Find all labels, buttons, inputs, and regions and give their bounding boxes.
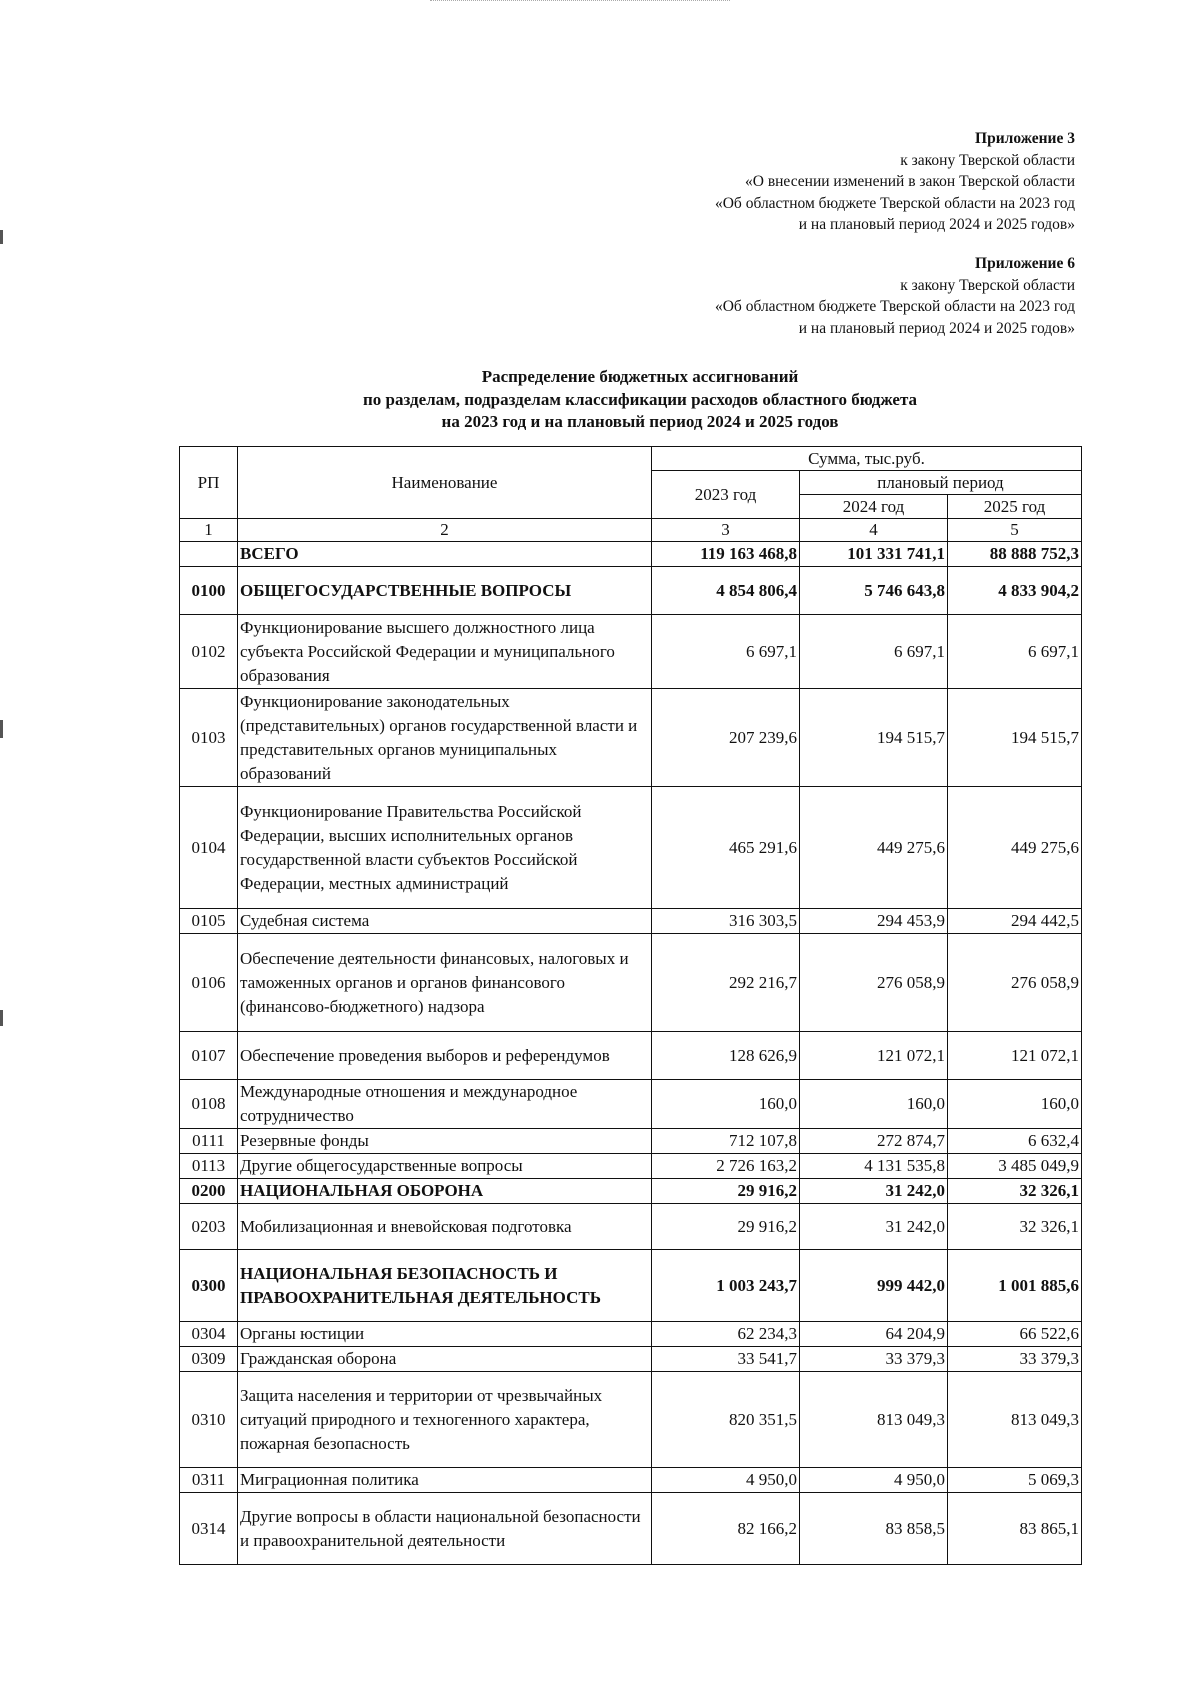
- item-name: Гражданская оборона: [238, 1347, 652, 1372]
- section-code: 0103: [180, 689, 238, 787]
- amount-2023: 119 163 468,8: [652, 542, 800, 567]
- section-code: 0314: [180, 1493, 238, 1565]
- table-row: [180, 934, 1082, 1032]
- amount-2023: 712 107,8: [652, 1129, 800, 1154]
- amount-2024: 4 131 535,8: [800, 1154, 948, 1179]
- amount-2024: 101 331 741,1: [800, 542, 948, 567]
- amount-2025: 5 069,3: [948, 1468, 1082, 1493]
- amount-2025: 4 833 904,2: [948, 567, 1082, 615]
- amount-2023: 207 239,6: [652, 689, 800, 787]
- amount-2024: 83 858,5: [800, 1493, 948, 1565]
- amount-2024: 31 242,0: [800, 1204, 948, 1250]
- amount-2024: 160,0: [800, 1080, 948, 1129]
- amount-2024: 294 453,9: [800, 909, 948, 934]
- amount-2024: 33 379,3: [800, 1347, 948, 1372]
- amount-2024: 31 242,0: [800, 1179, 948, 1204]
- item-name: Функционирование законодательных (представительных) органов государственной власти и представительных органов муниципальных образований: [238, 689, 652, 787]
- section-code: 0111: [180, 1129, 238, 1154]
- item-name: ОБЩЕГОСУДАРСТВЕННЫЕ ВОПРОСЫ: [238, 567, 652, 615]
- table-row: [180, 1322, 1082, 1347]
- item-name: Защита населения и территории от чрезвычайных ситуаций природного и техногенного характера, пожарная безопасность: [238, 1372, 652, 1468]
- item-name: Международные отношения и международное сотрудничество: [238, 1080, 652, 1129]
- section-code: 0106: [180, 934, 238, 1032]
- item-name: НАЦИОНАЛЬНАЯ БЕЗОПАСНОСТЬ И ПРАВООХРАНИТЕЛЬНАЯ ДЕЯТЕЛЬНОСТЬ: [238, 1250, 652, 1322]
- amount-2023: 4 950,0: [652, 1468, 800, 1493]
- column-header-sum: Сумма, тыс.руб.: [652, 447, 1082, 471]
- amount-2023: 1 003 243,7: [652, 1250, 800, 1322]
- document-title-line: на 2023 год и на плановый период 2024 и 2025 годов: [441, 412, 839, 431]
- amount-2023: 29 916,2: [652, 1204, 800, 1250]
- section-code: 0105: [180, 909, 238, 934]
- column-header-rp: РП: [180, 447, 238, 519]
- amount-2025: 32 326,1: [948, 1179, 1082, 1204]
- amount-2025: 3 485 049,9: [948, 1154, 1082, 1179]
- table-row: [180, 1493, 1082, 1565]
- amount-2025: 194 515,7: [948, 689, 1082, 787]
- table-row: [180, 1179, 1082, 1204]
- amount-2024: 276 058,9: [800, 934, 948, 1032]
- table-row: [180, 542, 1082, 567]
- amount-2023: 465 291,6: [652, 787, 800, 909]
- section-code: 0104: [180, 787, 238, 909]
- table-row: [180, 1080, 1082, 1129]
- column-header-2023: 2023 год: [652, 471, 800, 519]
- amount-2025: 83 865,1: [948, 1493, 1082, 1565]
- amount-2025: 449 275,6: [948, 787, 1082, 909]
- scan-margin-mark: [0, 230, 3, 244]
- table-row: [180, 1154, 1082, 1179]
- item-name: Органы юстиции: [238, 1322, 652, 1347]
- amount-2024: 999 442,0: [800, 1250, 948, 1322]
- item-name: Судебная система: [238, 909, 652, 934]
- table-row: [180, 1372, 1082, 1468]
- appendix-6-header: [715, 253, 1075, 339]
- amount-2025: 6 632,4: [948, 1129, 1082, 1154]
- amount-2023: 2 726 163,2: [652, 1154, 800, 1179]
- column-number: 3: [652, 519, 800, 542]
- column-number: 1: [180, 519, 238, 542]
- item-name: Обеспечение проведения выборов и референдумов: [238, 1032, 652, 1080]
- scan-margin-mark: [0, 720, 3, 738]
- table-row: [180, 1032, 1082, 1080]
- amount-2023: 33 541,7: [652, 1347, 800, 1372]
- table-row: [180, 787, 1082, 909]
- budget-table-body: [180, 542, 1082, 1565]
- section-code: 0200: [180, 1179, 238, 1204]
- amount-2025: 813 049,3: [948, 1372, 1082, 1468]
- column-number-row: [180, 519, 1082, 542]
- amount-2024: 121 072,1: [800, 1032, 948, 1080]
- column-header-2024: 2024 год: [800, 495, 948, 519]
- item-name: Другие вопросы в области национальной безопасности и правоохранительной деятельности: [238, 1493, 652, 1565]
- amount-2025: 6 697,1: [948, 615, 1082, 689]
- amount-2025: 66 522,6: [948, 1322, 1082, 1347]
- appendix-3-line: к закону Тверской области: [900, 151, 1075, 169]
- item-name: Обеспечение деятельности финансовых, налоговых и таможенных органов и органов финансового (финансово-бюджетного) надзора: [238, 934, 652, 1032]
- table-row: [180, 1129, 1082, 1154]
- section-code: 0300: [180, 1250, 238, 1322]
- amount-2025: 160,0: [948, 1080, 1082, 1129]
- section-code: 0102: [180, 615, 238, 689]
- amount-2023: 4 854 806,4: [652, 567, 800, 615]
- amount-2025: 121 072,1: [948, 1032, 1082, 1080]
- amount-2025: 32 326,1: [948, 1204, 1082, 1250]
- item-name: ВСЕГО: [238, 542, 652, 567]
- amount-2024: 449 275,6: [800, 787, 948, 909]
- amount-2023: 29 916,2: [652, 1179, 800, 1204]
- table-row: [180, 567, 1082, 615]
- amount-2025: 1 001 885,6: [948, 1250, 1082, 1322]
- document-title-line: по разделам, подразделам классификации расходов областного бюджета: [362, 389, 918, 409]
- amount-2024: 64 204,9: [800, 1322, 948, 1347]
- amount-2023: 82 166,2: [652, 1493, 800, 1565]
- item-name: Другие общегосударственные вопросы: [238, 1154, 652, 1179]
- section-code: [180, 542, 238, 567]
- table-row: [180, 1204, 1082, 1250]
- item-name: Миграционная политика: [238, 1468, 652, 1493]
- table-row: [180, 1468, 1082, 1493]
- document-title: [180, 366, 1100, 434]
- amount-2025: 276 058,9: [948, 934, 1082, 1032]
- amount-2024: 813 049,3: [800, 1372, 948, 1468]
- amount-2023: 160,0: [652, 1080, 800, 1129]
- item-name: НАЦИОНАЛЬНАЯ ОБОРОНА: [238, 1179, 652, 1204]
- amount-2023: 820 351,5: [652, 1372, 800, 1468]
- section-code: 0107: [180, 1032, 238, 1080]
- table-row: [180, 1250, 1082, 1322]
- amount-2023: 62 234,3: [652, 1322, 800, 1347]
- amount-2024: 4 950,0: [800, 1468, 948, 1493]
- column-header-planned-period: плановый период: [800, 471, 1082, 495]
- section-code: 0108: [180, 1080, 238, 1129]
- item-name: Функционирование высшего должностного лица субъекта Российской Федерации и муниципального образования: [238, 615, 652, 689]
- appendix-3-line: и на плановый период 2024 и 2025 годов»: [798, 216, 1075, 233]
- document-title-line: Распределение бюджетных ассигнований: [481, 367, 799, 386]
- amount-2024: 5 746 643,8: [800, 567, 948, 615]
- column-header-2025: 2025 год: [948, 495, 1082, 519]
- section-code: 0203: [180, 1204, 238, 1250]
- amount-2025: 33 379,3: [948, 1347, 1082, 1372]
- table-row: [180, 1347, 1082, 1372]
- table-row: [180, 689, 1082, 787]
- column-number: 2: [238, 519, 652, 542]
- section-code: 0304: [180, 1322, 238, 1347]
- appendix-3-title: Приложение 3: [975, 130, 1075, 147]
- amount-2024: 6 697,1: [800, 615, 948, 689]
- amount-2023: 292 216,7: [652, 934, 800, 1032]
- budget-table: [179, 446, 1082, 1565]
- appendix-3-header: [715, 128, 1075, 236]
- section-code: 0310: [180, 1372, 238, 1468]
- column-header-name: Наименование: [238, 447, 652, 519]
- appendix-3-line: «Об областном бюджете Тверской области на 2023 год: [714, 194, 1075, 212]
- appendix-6-title: Приложение 6: [975, 255, 1075, 272]
- amount-2023: 6 697,1: [652, 615, 800, 689]
- scan-top-edge: [430, 0, 730, 2]
- column-number: 5: [948, 519, 1082, 542]
- amount-2024: 272 874,7: [800, 1129, 948, 1154]
- appendix-3-line: «О внесении изменений в закон Тверской области: [745, 173, 1075, 190]
- column-number: 4: [800, 519, 948, 542]
- section-code: 0311: [180, 1468, 238, 1493]
- item-name: Резервные фонды: [238, 1129, 652, 1154]
- table-row: [180, 909, 1082, 934]
- appendix-6-line: и на плановый период 2024 и 2025 годов»: [798, 319, 1075, 337]
- item-name: Мобилизационная и вневойсковая подготовка: [238, 1204, 652, 1250]
- section-code: 0113: [180, 1154, 238, 1179]
- appendix-6-line: к закону Тверской области: [900, 276, 1075, 294]
- item-name: Функционирование Правительства Российской Федерации, высших исполнительных органов государственной власти субъектов Российской Федерации, местных администраций: [238, 787, 652, 909]
- table-row: [180, 615, 1082, 689]
- scan-margin-mark: [0, 1010, 3, 1026]
- amount-2023: 128 626,9: [652, 1032, 800, 1080]
- appendix-6-line: «Об областном бюджете Тверской области на 2023 год: [714, 298, 1075, 315]
- amount-2025: 88 888 752,3: [948, 542, 1082, 567]
- amount-2024: 194 515,7: [800, 689, 948, 787]
- section-code: 0100: [180, 567, 238, 615]
- amount-2023: 316 303,5: [652, 909, 800, 934]
- amount-2025: 294 442,5: [948, 909, 1082, 934]
- section-code: 0309: [180, 1347, 238, 1372]
